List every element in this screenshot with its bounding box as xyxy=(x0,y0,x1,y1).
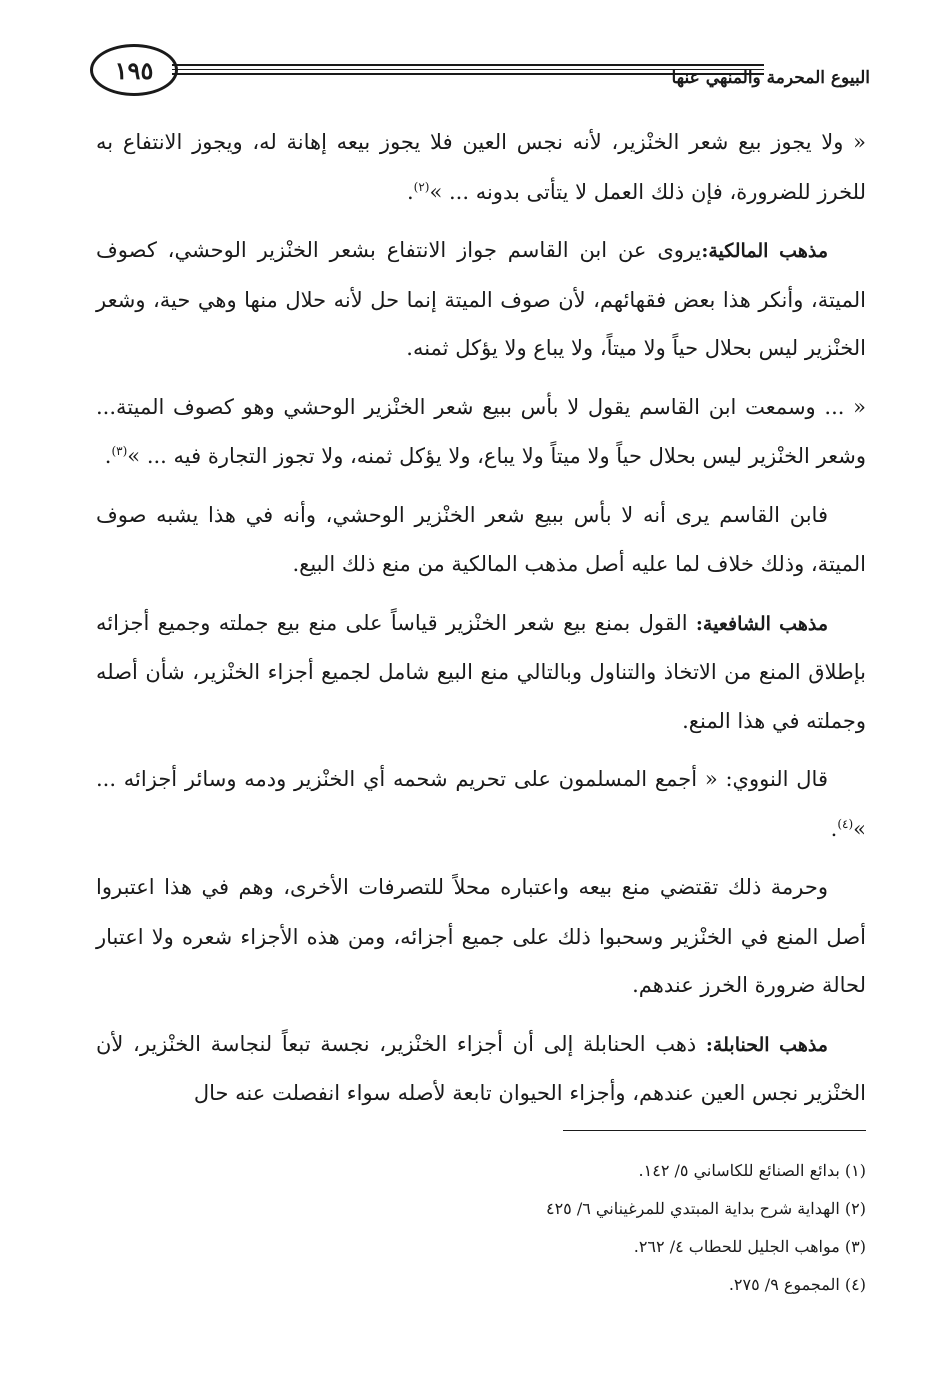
footnote-ref[interactable]: (٣) xyxy=(111,444,128,458)
paragraph xyxy=(96,599,866,746)
paragraph-tail: . xyxy=(104,444,112,468)
footnote-item: (٤) المجموع ٩/ ٢٧٥. xyxy=(728,1275,866,1294)
footnote-item: (٣) مواهب الجليل للحطاب ٤/ ٢٦٢. xyxy=(633,1237,866,1256)
page-number: ١٩٥ xyxy=(90,44,178,96)
running-title: البيوع المحرمة والمنهي عنها xyxy=(671,68,870,88)
paragraph xyxy=(96,226,866,373)
paragraph-lead: مذهب الحنابلة: xyxy=(705,1033,828,1056)
paragraph-text: فابن القاسم يرى أنه لا بأس ببيع شعر الخنْزير الوحشي، وأنه في هذا يشبه صوف الميتة، وذلك خلاف لما عليه أصل مذهب المالكية من منع ذلك البيع. xyxy=(96,502,866,576)
paragraph-text: قال النووي: « أجمع المسلمون على تحريم شحمه أي الخنْزير ودمه وسائر أجزائه ... » xyxy=(96,767,866,841)
paragraph xyxy=(96,863,866,1010)
footnote-item: (١) بدائع الصنائع للكاساني ٥/ ١٤٢. xyxy=(638,1161,866,1180)
paragraph-text: يروى عن ابن القاسم جواز الانتفاع بشعر الخنْزير الوحشي، كصوف الميتة، وأنكر هذا بعض فقهائهم، لأن صوف الميتة إنما حل لأنه حلال منها وهي حية، وشعر الخنْزير ليس بحلال حياً ولا ميتاً، ولا يباع ولا يؤكل ثمنه. xyxy=(96,238,866,360)
paragraph xyxy=(96,118,866,216)
paragraph-lead: مذهب المالكية: xyxy=(701,240,828,262)
body-text xyxy=(96,118,866,1128)
paragraph-text: وحرمة ذلك تقتضي منع بيعه واعتباره محلاً للتصرفات الأخرى، وهم في هذا اعتبروا أصل المنع في الخنْزير وسحبوا ذلك على جميع أجزائه، ومن هذه الأجزاء شعره ولا اعتبار لحالة ضرورة الخرز عندهم. xyxy=(96,875,866,997)
footnote-ref[interactable]: (٢) xyxy=(413,179,430,194)
paragraph-tail: . xyxy=(830,816,838,841)
page-header xyxy=(90,44,870,94)
paragraph-text: ذهب الحنابلة إلى أن أجزاء الخنْزير، نجسة تبعاً لنجاسة الخنْزير، لأن الخنْزير نجس العين عندهم، وأجزاء الحيوان تابعة لأصله سواء انفصلت عنه حال xyxy=(96,1031,866,1105)
paragraph-tail: . xyxy=(406,179,414,204)
footnote-item: (٢) الهداية شرح بداية المبتدي للمرغيناني ٦/ ٤٢٥ xyxy=(545,1199,866,1218)
paragraph xyxy=(96,383,866,481)
paragraph xyxy=(96,755,866,853)
footnote-separator xyxy=(563,1130,866,1131)
paragraph-text: « ولا يجوز بيع شعر الخنْزير، لأنه نجس العين فلا يجوز بيعه إهانة له، ويجوز الانتفاع به للخرز للضرورة، فإن ذلك العمل لا يتأتى بدونه ... » xyxy=(96,130,866,204)
paragraph xyxy=(96,491,866,589)
paragraph-lead: مذهب الشافعية: xyxy=(695,612,828,635)
footnotes xyxy=(300,1152,866,1304)
paragraph xyxy=(96,1020,866,1118)
footnote-ref[interactable]: (٤) xyxy=(837,816,854,831)
paragraph-text: « ... وسمعت ابن القاسم يقول لا بأس ببيع شعر الخنْزير الوحشي وهو كصوف الميتة... وشعر الخنْزير ليس بحلال حياً ولا ميتاً ولا يباع، ولا يؤكل ثمنه، ولا تجوز التجارة فيه ... » xyxy=(96,394,866,468)
header-rule xyxy=(172,64,764,66)
paragraph-text: القول بمنع بيع شعر الخنْزير قياساً على منع بيع جملته وجميع أجزائه بإطلاق المنع من الاتخاذ والتناول وبالتالي منع البيع شامل لجميع أجزاء الخنْزير، شأن أصله وجملته في هذا المنع. xyxy=(96,610,866,733)
